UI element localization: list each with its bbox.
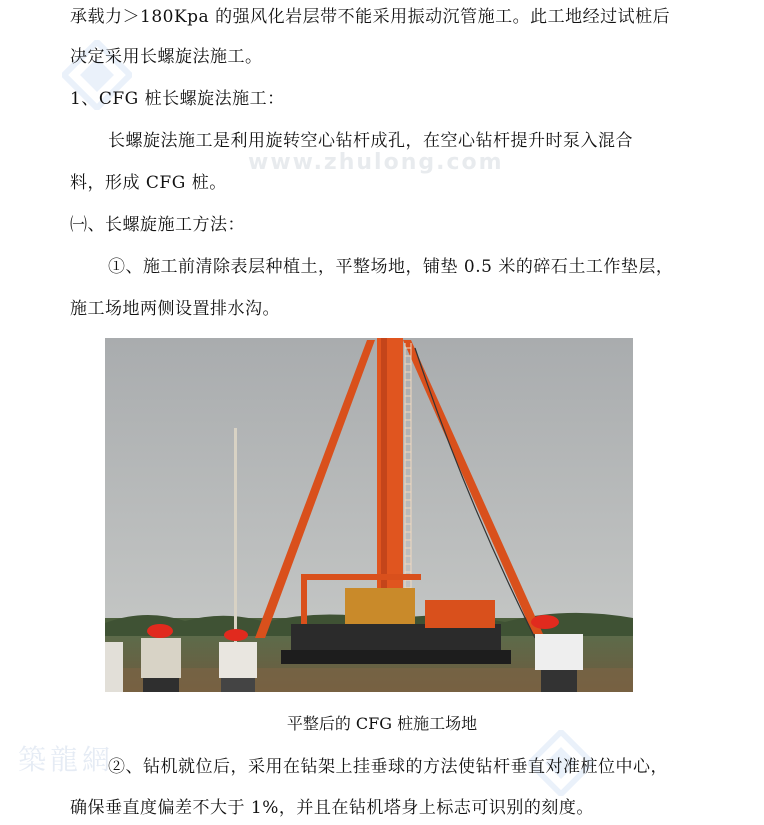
- drilling-rig-illustration: [105, 338, 633, 692]
- paragraph-line: 承载力＞180Kpa 的强风化岩层带不能采用振动沉管施工。此工地经过试桩后: [70, 7, 671, 27]
- paragraph-line: ①、施工前清除表层种植土，平整场地，铺垫 0.5 米的碎石土工作垫层，: [108, 257, 674, 277]
- construction-site-photo: [105, 338, 633, 692]
- paragraph-line: 决定采用长螺旋法施工。: [70, 47, 263, 67]
- paragraph-line: 料，形成 CFG 桩。: [70, 173, 227, 193]
- paragraph-line: ②、钻机就位后，采用在钻架上挂垂球的方法使钻杆垂直对准桩位中心，: [108, 757, 668, 777]
- figure-caption: 平整后的 CFG 桩施工场地: [286, 714, 478, 733]
- section-heading: 1、CFG 桩长螺旋法施工：: [70, 89, 285, 109]
- watermark-text: 築龍網: [18, 743, 115, 776]
- paragraph-line: 确保垂直度偏差不大于 1%，并且在钻机塔身上标志可识别的刻度。: [70, 798, 594, 818]
- paragraph-line: 施工场地两侧设置排水沟。: [70, 299, 280, 319]
- paragraph-line: 长螺旋法施工是利用旋转空心钻杆成孔，在空心钻杆提升时泵入混合: [108, 131, 633, 151]
- watermark-url: www.zhulong.com: [248, 150, 504, 175]
- section-heading: ㈠、长螺旋施工方法：: [70, 215, 245, 235]
